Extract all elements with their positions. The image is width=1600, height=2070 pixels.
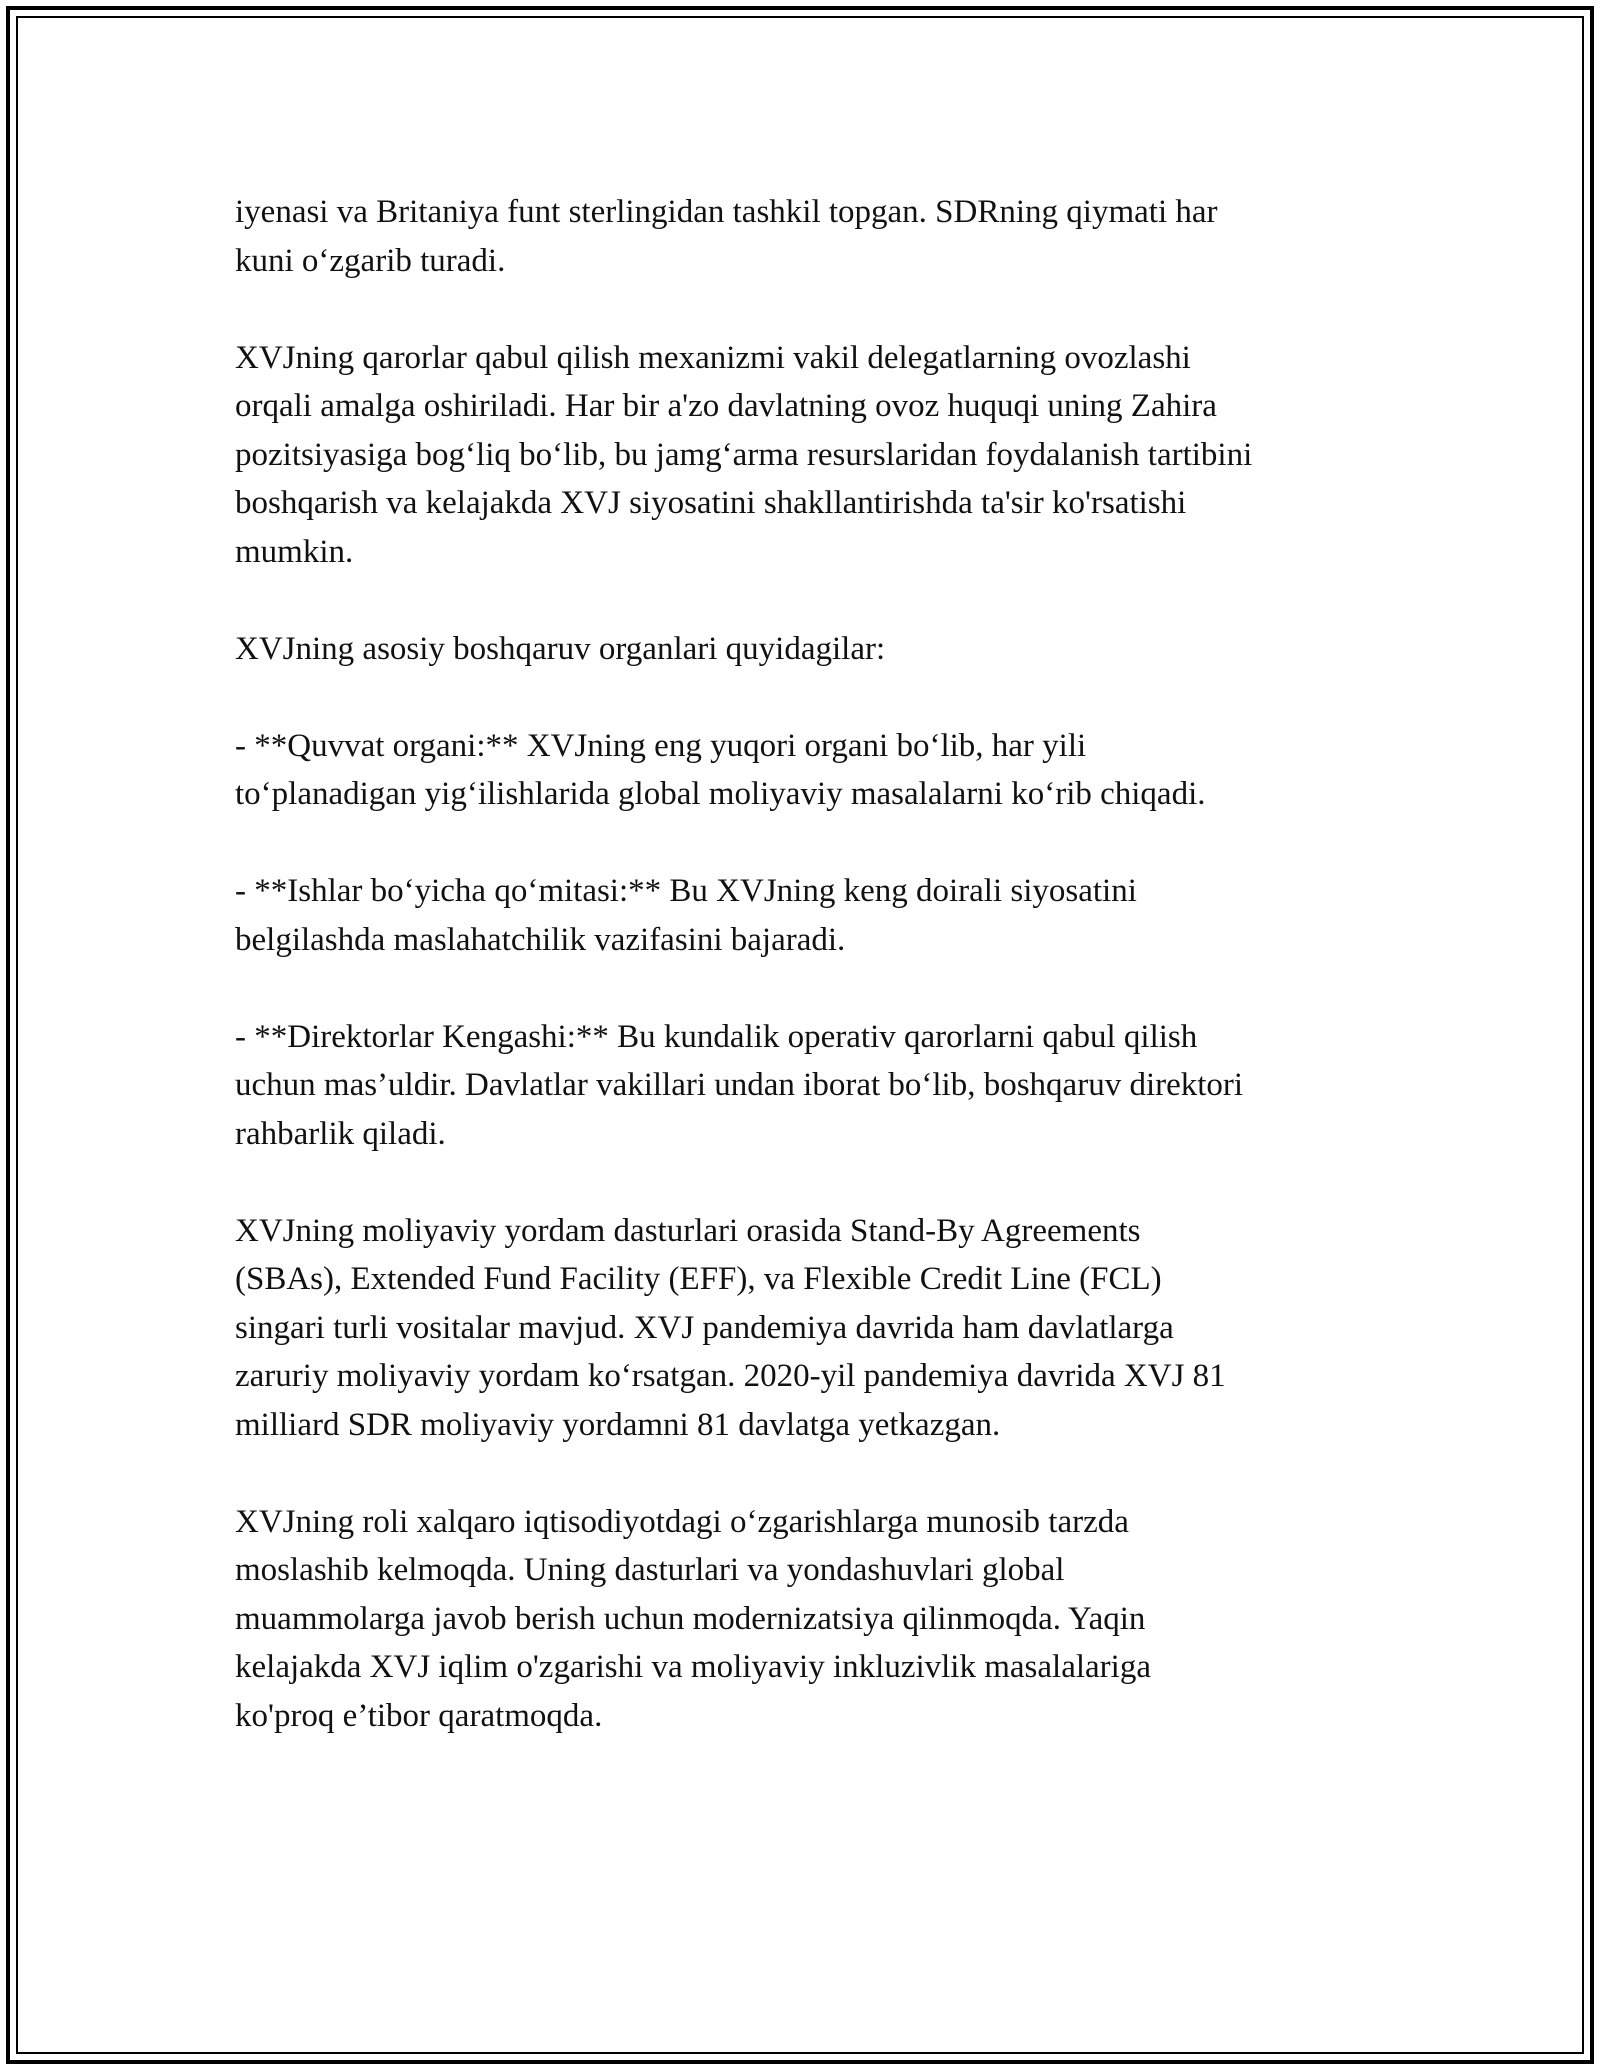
document-body — [235, 188, 1375, 1789]
paragraph-role-adaptation: XVJning roli xalqaro iqtisodiyotdagi o‘zgarishlarga munosib tarzda moslashib kelmoqda. Uning dasturlari va yondashuvlari global muammolarga javob berish uchun modernizatsiya qilinmoqda. Yaqin kelajakda XVJ iqlim o'zgarishi va moliyaviy inkluzivlik masalalariga ko'proq e’tibor qaratmoqda. — [235, 1503, 1151, 1734]
list-item-quvvat-organi: - **Quvvat organi:** XVJning eng yuqori organi bo‘lib, har yili to‘planadigan yig‘ilishlarida global moliyaviy masalalarni ko‘rib chiqadi. — [235, 727, 1206, 812]
paragraph-sdr-continuation: iyenasi va Britaniya funt sterlingidan tashkil topgan. SDRning qiymati har kuni o‘zgarib turadi. — [235, 194, 1218, 279]
paragraph-governing-bodies-intro: XVJning asosiy boshqaruv organlari quyidagilar: — [235, 630, 886, 667]
list-item-direktorlar-kengashi: - **Direktorlar Kengashi:** Bu kundalik operativ qarorlarni qabul qilish uchun mas’uldir. Davlatlar vakillari undan iborat bo‘lib, boshqaruv direktori rahbarlik qiladi. — [235, 1018, 1244, 1152]
paragraph-financial-programs: XVJning moliyaviy yordam dasturlari orasida Stand-By Agreements (SBAs), Extended Fund Facility (EFF), va Flexible Credit Line (FCL) singari turli vositalar mavjud. XVJ pandemiya davrida ham davlatlarga zaruriy moliyaviy yordam ko‘rsatgan. 2020-yil pandemiya davrida XVJ 81 milliard SDR moliyaviy yordamni 81 davlatga yetkazgan. — [235, 1212, 1226, 1443]
paragraph-decision-mechanism: XVJning qarorlar qabul qilish mexanizmi vakil delegatlarning ovozlashi orqali amalga oshiriladi. Har bir a'zo davlatning ovoz huquqi uning Zahira pozitsiyasiga bog‘liq bo‘lib, bu jamg‘arma resurslaridan foydalanish tartibini boshqarish va kelajakda XVJ siyosatini shakllantirishda ta'sir ko'rsatishi mumkin. — [235, 339, 1253, 570]
list-item-ishlar-qomitasi: - **Ishlar bo‘yicha qo‘mitasi:** Bu XVJning keng doirali siyosatini belgilashda maslahatchilik vazifasini bajaradi. — [235, 873, 1137, 958]
